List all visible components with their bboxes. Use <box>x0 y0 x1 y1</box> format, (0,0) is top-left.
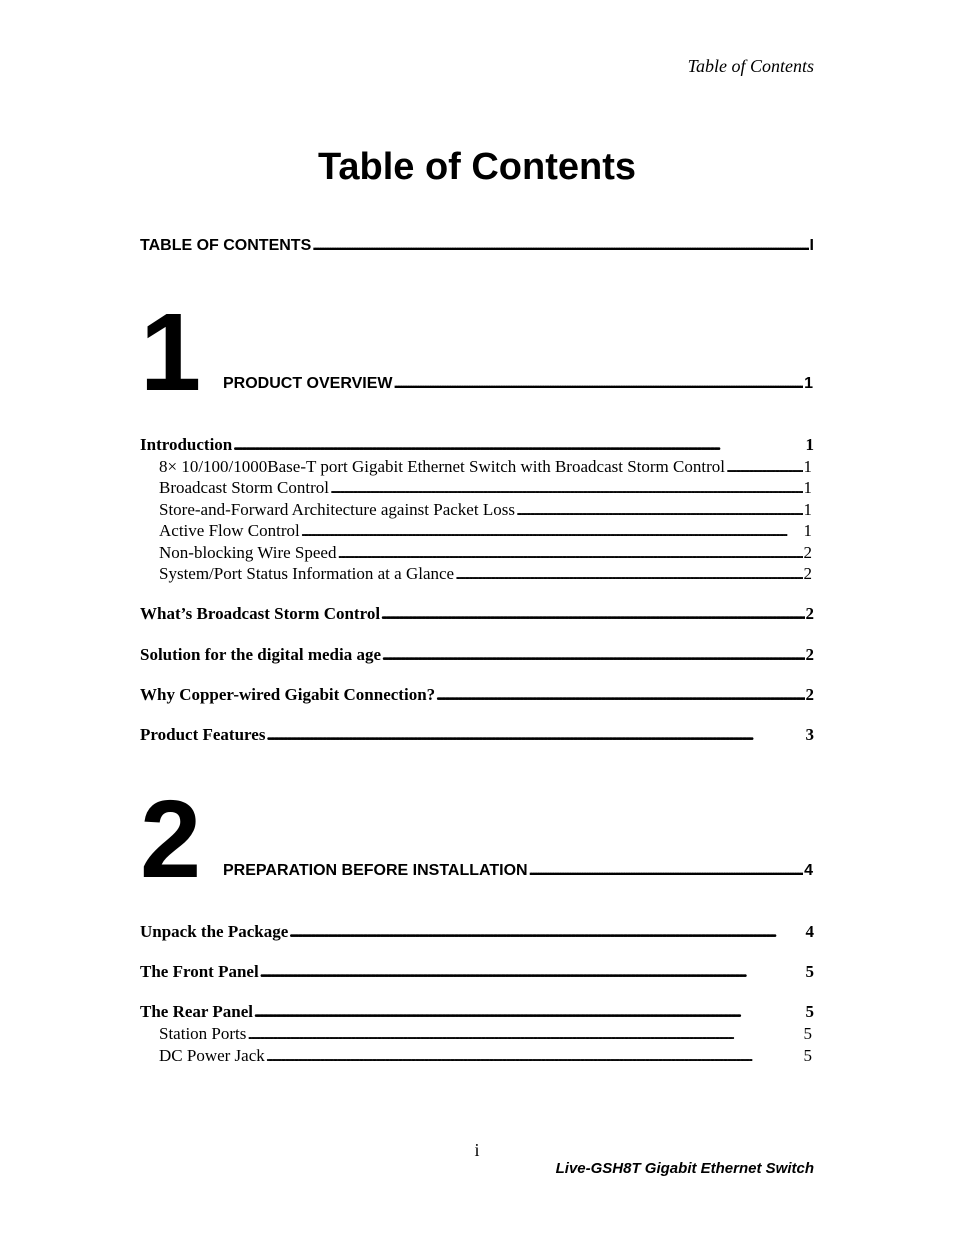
chapter-entry-preparation[interactable] <box>223 862 813 880</box>
toc-subentry-system-port-status[interactable] <box>159 564 812 584</box>
toc-entry-whats-broadcast-storm-control[interactable] <box>140 604 814 624</box>
toc-entry-table-of-contents[interactable] <box>140 237 814 255</box>
toc-subentry-gigabit-switch[interactable] <box>159 457 812 477</box>
leader-dots <box>382 645 805 665</box>
leader-dots <box>247 1024 802 1044</box>
chapter-label: PREPARATION BEFORE INSTALLATION <box>223 862 528 879</box>
toc-subentry-broadcast-storm-control[interactable] <box>159 478 812 498</box>
subsection-page: 5 <box>803 1046 812 1065</box>
section-page: 5 <box>805 962 814 981</box>
page-number: i <box>474 1140 480 1160</box>
section-label: Product Features <box>140 725 266 744</box>
subsection-label: Broadcast Storm Control <box>159 478 329 497</box>
subsection-page: 2 <box>803 564 812 583</box>
leader-dots <box>516 500 803 520</box>
section-label: What’s Broadcast Storm Control <box>140 604 381 623</box>
leader-dots <box>726 457 803 477</box>
leader-dots <box>233 435 804 455</box>
chapter-number: 2 <box>140 778 202 901</box>
toc-entry-product-features[interactable] <box>140 725 814 745</box>
subsection-label: Non-blocking Wire Speed <box>159 543 337 562</box>
toc-subentry-non-blocking-wire-speed[interactable] <box>159 543 812 563</box>
leader-dots <box>254 1002 804 1022</box>
subsection-label: Store-and-Forward Architecture against Packet Loss <box>159 500 515 519</box>
section-label: The Rear Panel <box>140 1002 254 1021</box>
toc-entry-unpack-package[interactable] <box>140 922 814 942</box>
page-title: Table of Contents <box>317 146 637 188</box>
running-header: Table of Contents <box>687 56 814 76</box>
toc-entry-rear-panel[interactable] <box>140 1002 814 1022</box>
leader-dots <box>330 478 803 498</box>
section-page: 5 <box>805 1002 814 1021</box>
subsection-page: 1 <box>803 478 812 497</box>
leader-dots <box>529 862 804 880</box>
section-label: Introduction <box>140 435 233 454</box>
leader-dots <box>394 375 804 393</box>
section-label: The Front Panel <box>140 962 259 981</box>
subsection-label: Active Flow Control <box>159 521 300 540</box>
subsection-label: Station Ports <box>159 1024 247 1043</box>
leader-dots <box>312 237 808 255</box>
leader-dots <box>266 725 804 745</box>
subsection-page: 1 <box>803 500 812 519</box>
section-label: Unpack the Package <box>140 922 289 941</box>
subsection-page: 1 <box>803 457 812 476</box>
toc-entry-label: TABLE OF CONTENTS <box>140 237 312 254</box>
leader-dots <box>455 564 802 584</box>
subsection-page: 2 <box>803 543 812 562</box>
subsection-label: 8× 10/100/1000Base-T port Gigabit Ethernet Switch with Broadcast Storm Control <box>159 457 725 476</box>
toc-entry-page: I <box>809 237 814 254</box>
chapter-page: 1 <box>804 375 813 392</box>
toc-subentry-active-flow-control[interactable] <box>159 521 812 541</box>
section-page: 4 <box>805 922 814 941</box>
leader-dots <box>381 604 804 624</box>
toc-entry-front-panel[interactable] <box>140 962 814 982</box>
subsection-label: DC Power Jack <box>159 1046 265 1065</box>
section-page: 2 <box>805 685 814 704</box>
leader-dots <box>337 543 802 563</box>
section-page: 3 <box>805 725 814 744</box>
chapter-page: 4 <box>804 862 813 879</box>
subsection-label: System/Port Status Information at a Glance <box>159 564 455 583</box>
footer-product-title: Live-GSH8T Gigabit Ethernet Switch <box>555 1160 814 1177</box>
section-page: 2 <box>805 645 814 664</box>
chapter-entry-product-overview[interactable] <box>223 375 813 393</box>
leader-dots <box>436 685 804 705</box>
toc-entry-digital-media-age[interactable] <box>140 645 814 665</box>
section-label: Solution for the digital media age <box>140 645 381 664</box>
toc-subentry-station-ports[interactable] <box>159 1024 812 1044</box>
leader-dots <box>301 521 803 541</box>
section-page: 1 <box>805 435 814 454</box>
toc-entry-copper-wired-gigabit[interactable] <box>140 685 814 705</box>
toc-entry-introduction[interactable] <box>140 435 814 455</box>
section-label: Why Copper-wired Gigabit Connection? <box>140 685 436 704</box>
leader-dots <box>266 1046 803 1066</box>
subsection-page: 5 <box>803 1024 812 1043</box>
subsection-page: 1 <box>803 521 812 540</box>
chapter-label: PRODUCT OVERVIEW <box>223 375 393 392</box>
toc-subentry-store-and-forward[interactable] <box>159 500 812 520</box>
leader-dots <box>260 962 805 982</box>
section-page: 2 <box>805 604 814 623</box>
toc-subentry-dc-power-jack[interactable] <box>159 1046 812 1066</box>
leader-dots <box>289 922 804 942</box>
chapter-number: 1 <box>140 291 202 414</box>
